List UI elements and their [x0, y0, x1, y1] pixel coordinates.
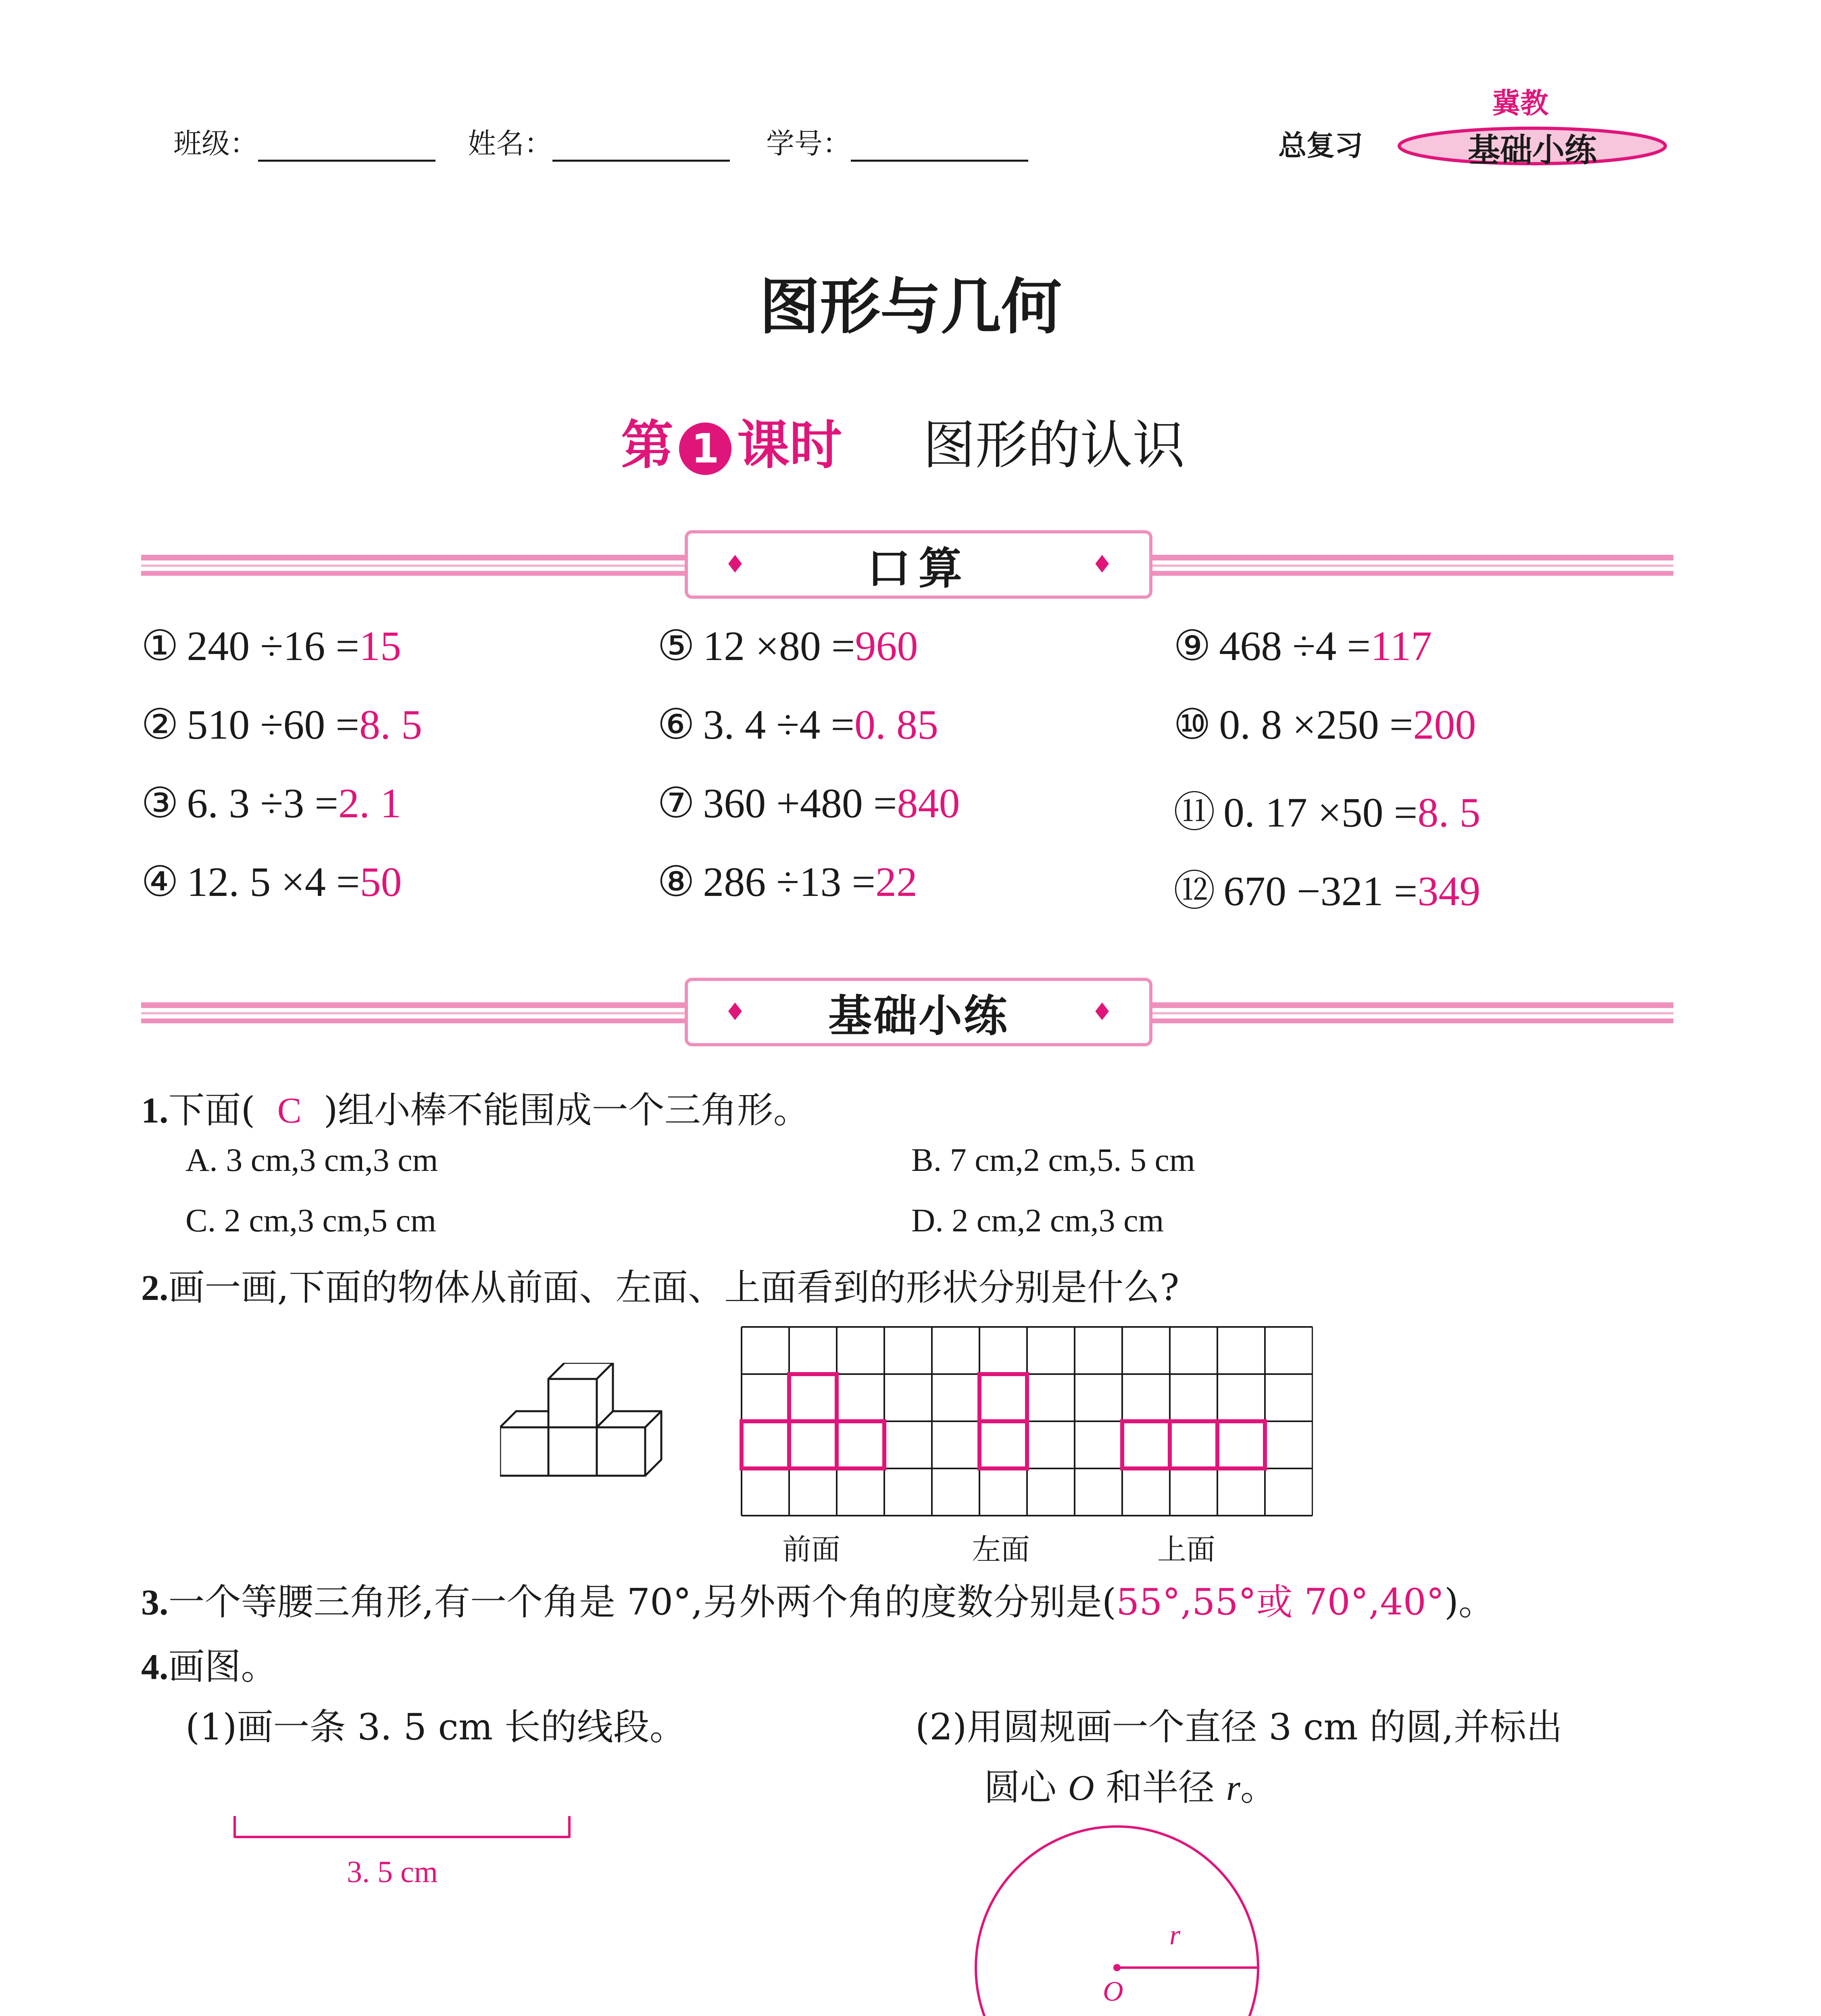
lesson-number: 1	[691, 425, 719, 473]
front-view-bottom	[742, 1421, 884, 1468]
oral-item	[657, 778, 960, 827]
q4-text: 画图。	[168, 1645, 277, 1688]
oral-item-number: ⑫	[1173, 868, 1216, 914]
diamond-icon: ♦	[1091, 550, 1113, 579]
oral-item-answer[interactable]: 840	[897, 780, 960, 827]
front-view-label: 前面	[782, 1533, 841, 1566]
segment-length-label: 3. 5 cm	[347, 1855, 438, 1889]
oral-item-expression: 240 ÷16 =	[187, 623, 359, 669]
diamond-icon: ♦	[1091, 998, 1113, 1026]
cube-top-front	[548, 1379, 597, 1427]
q1-option-a[interactable]: A. 3 cm,3 cm,3 cm	[185, 1141, 438, 1178]
view-grid[interactable]	[740, 1325, 1313, 1517]
lesson-heading	[621, 403, 1185, 479]
cube-figure	[500, 1363, 677, 1500]
q3-answer[interactable]: 55°,55°或 70°,40°	[1116, 1581, 1444, 1623]
q1-answer[interactable]: C	[277, 1091, 302, 1131]
oral-item-answer[interactable]: 15	[359, 623, 401, 669]
oral-item	[1173, 621, 1432, 670]
oral-item-number: ⑩	[1173, 702, 1211, 748]
front-view-top	[789, 1374, 837, 1421]
q1-option-d[interactable]: D. 2 cm,2 cm,3 cm	[911, 1202, 1164, 1239]
oral-item-answer[interactable]: 0. 85	[854, 702, 938, 748]
oral-item-number: ⑨	[1173, 623, 1211, 669]
series-label: 基础小练	[1468, 131, 1597, 169]
oral-item-number: ②	[141, 702, 179, 748]
name-blank[interactable]	[552, 135, 730, 162]
q1-option-c[interactable]: C. 2 cm,3 cm,5 cm	[185, 1202, 436, 1239]
q3-text: 一个等腰三角形,有一个角是 70°,另外两个角的度数分别是(	[168, 1581, 1116, 1623]
top-view	[1122, 1421, 1265, 1468]
lesson-suffix: 课时	[737, 414, 842, 476]
lesson-prefix: 第	[621, 414, 674, 476]
name-field	[468, 121, 730, 162]
review-label: 总复习	[1278, 129, 1363, 162]
oral-item-expression: 0. 17 ×50 =	[1223, 789, 1418, 836]
diamond-icon: ♦	[724, 550, 746, 579]
oral-item-answer[interactable]: 8. 5	[359, 702, 422, 748]
oral-item	[657, 621, 918, 670]
name-label: 姓名：	[468, 127, 552, 160]
segment-drawing[interactable]	[230, 1814, 577, 1843]
oral-item	[1173, 778, 1480, 839]
oral-item-answer[interactable]: 50	[360, 859, 402, 905]
q2-text: 画一画,下面的物体从前面、左面、上面看到的形状分别是什么?	[168, 1266, 1179, 1309]
top-view-label: 上面	[1157, 1533, 1216, 1566]
lesson-number-badge	[679, 423, 731, 475]
oral-item-answer[interactable]: 8. 5	[1417, 789, 1481, 836]
oral-item-expression: 3. 4 ÷4 =	[703, 702, 854, 748]
q4-sub1: (1)画一条 3. 5 cm 长的线段。	[185, 1706, 686, 1748]
cube-left-top	[500, 1411, 548, 1427]
q4-sub2-c: 。	[1240, 1766, 1277, 1809]
oral-item-number: ④	[141, 859, 179, 905]
oral-item-number: ③	[141, 780, 179, 827]
class-blank[interactable]	[258, 135, 435, 162]
cube-front-2	[548, 1427, 597, 1476]
oral-item	[141, 700, 422, 749]
oral-item-number: ⑧	[657, 859, 695, 905]
oral-item-expression: 12. 5 ×4 =	[187, 859, 360, 905]
class-label: 班级：	[173, 127, 258, 160]
q1-pre: 下面(	[168, 1089, 255, 1131]
practice-heading: 基础小练	[828, 991, 1009, 1041]
q4-sub2-b: 和半径	[1106, 1766, 1215, 1809]
oral-item	[657, 700, 938, 749]
oral-item-expression: 360 +480 =	[703, 780, 897, 827]
oral-item	[141, 621, 401, 670]
question-3	[141, 1572, 1495, 1625]
oral-item	[1173, 857, 1480, 917]
oral-item	[141, 857, 402, 906]
oral-item-expression: 510 ÷60 =	[187, 702, 359, 748]
series-badge	[1391, 121, 1673, 169]
oral-item	[1173, 700, 1476, 749]
q4-sub2-line2	[984, 1758, 1277, 1810]
id-field	[766, 121, 1028, 162]
oral-item-expression: 6. 3 ÷3 =	[187, 780, 338, 827]
oral-item-expression: 468 ÷4 =	[1219, 623, 1371, 669]
q3-post: )。	[1444, 1581, 1495, 1623]
q1-option-b[interactable]: B. 7 cm,2 cm,5. 5 cm	[911, 1141, 1195, 1178]
oral-item-answer[interactable]: 22	[875, 859, 917, 905]
oral-item-number: ⑤	[657, 623, 695, 669]
oral-item-number: ①	[141, 623, 179, 669]
q1-post: )组小棒不能围成一个三角形。	[323, 1089, 810, 1131]
oral-item-expression: 670 −321 =	[1223, 868, 1418, 914]
question-4	[141, 1637, 277, 1689]
oral-item-answer[interactable]: 960	[855, 623, 918, 669]
cube-front-1	[500, 1427, 548, 1476]
q4-sub2-line1: (2)用圆规画一个直径 3 cm 的圆,并标出	[915, 1706, 1563, 1748]
class-field	[173, 121, 435, 162]
oral-item-number: ⑪	[1173, 789, 1216, 836]
oral-item-answer[interactable]: 200	[1413, 702, 1476, 748]
oral-item-answer[interactable]: 117	[1370, 623, 1432, 669]
oral-item-expression: 12 ×80 =	[703, 623, 855, 669]
q4-number: 4.	[141, 1647, 169, 1687]
id-label: 学号：	[766, 127, 851, 160]
q4-sub2-a: 圆心	[984, 1766, 1056, 1809]
radius-label: r	[1169, 1920, 1181, 1951]
oral-item-number: ⑦	[657, 780, 695, 827]
oral-item-answer[interactable]: 2. 1	[338, 780, 401, 827]
oral-item-expression: 0. 8 ×250 =	[1219, 702, 1413, 748]
id-blank[interactable]	[851, 135, 1028, 162]
practice-section-header	[685, 978, 1152, 1046]
left-view-label: 左面	[972, 1533, 1030, 1566]
q4-sub2-r: r	[1226, 1768, 1240, 1808]
question-1	[141, 1081, 810, 1133]
q2-number: 2.	[141, 1268, 169, 1308]
center-label: O	[1103, 1976, 1123, 2007]
publisher-label: 冀教	[1492, 87, 1548, 120]
q4-sub2-o: O	[1068, 1768, 1094, 1808]
oral-item-answer[interactable]: 349	[1417, 868, 1481, 914]
cube-front-3	[597, 1427, 645, 1476]
oral-item	[141, 778, 401, 827]
question-2	[141, 1258, 1179, 1310]
q1-number: 1.	[141, 1091, 169, 1131]
oral-heading: 口算	[867, 543, 970, 594]
q3-number: 3.	[141, 1583, 169, 1622]
oral-item-number: ⑥	[657, 702, 695, 748]
page-title: 图形与几何	[759, 272, 1062, 342]
diamond-icon: ♦	[724, 998, 746, 1026]
lesson-topic: 图形的认识	[923, 414, 1185, 476]
oral-item	[657, 857, 917, 906]
oral-section-header	[685, 530, 1152, 599]
oral-item-expression: 286 ÷13 =	[703, 859, 875, 905]
